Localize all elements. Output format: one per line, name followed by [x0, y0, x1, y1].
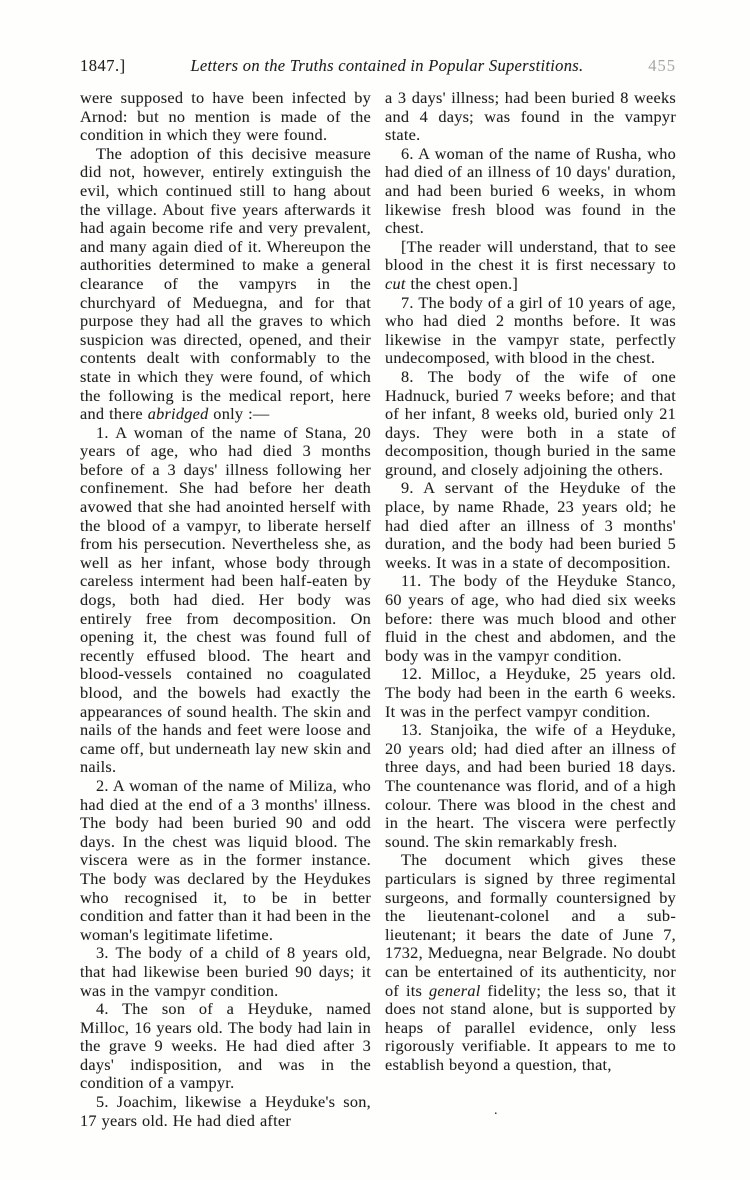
- text-segment: 6. A woman of the name of Rusha, who had died of an illness of 10 days' duration, and had been buried 6 weeks, in whom likewise fresh blood was found in the chest.: [385, 143, 676, 238]
- paragraph: [385, 238, 676, 294]
- text-segment: The document which gives these particulars is signed by three regimental surgeons, and formally countersigned by the lieutenant-colonel and a sub-lieutenant; it bears the date of June 7, 1732, Meduegna, near Belgrade. No doubt can be entertained of its authenticity, nor of its: [385, 850, 676, 1000]
- text-segment: fidelity; the less so, that it does not stand alone, but is supported by heaps of parallel evidence, only less rigorously verifiable. It appears to me to establish beyond a question, that,: [385, 980, 676, 1074]
- paragraph: [385, 145, 676, 238]
- paragraph: [80, 424, 371, 777]
- paragraph: [80, 1093, 371, 1130]
- text-segment: 5. Joachim, likewise a Heyduke's son, 17 years old. He had died after: [80, 1092, 371, 1130]
- header-title: Letters on the Truths contained in Popular Superstitions.: [190, 56, 584, 75]
- text-segment: 7. The body of a girl of 10 years of age, who had died 2 months before. It was likewise in the vampyr state, perfectly undecomposed, with blood in the chest.: [385, 292, 676, 368]
- paragraph: [385, 851, 676, 1074]
- text-segment: 11. The body of the Heyduke Stanco, 60 years of age, who had died six weeks before: there was much blood and other fluid in the chest and abdomen, and the body was in the vampyr condition.: [385, 571, 676, 665]
- paragraph: [80, 89, 371, 145]
- paragraph: [385, 721, 676, 851]
- paragraph: [385, 368, 676, 480]
- text-segment: 3. The body of a child of 8 years old, that had likewise been buried 90 days; it was in the vampyr condition.: [80, 943, 371, 1000]
- text-segment: 12. Milloc, a Heyduke, 25 years old. The body had been in the earth 6 weeks. It was in the perfect vampyr condition.: [385, 664, 676, 721]
- paragraph: [80, 944, 371, 1000]
- text-segment: 9. A servant of the Heyduke of the place, by name Rhade, 23 years old; he had died after an illness of 3 months' duration, and the body had been buried 5 weeks. It was in a state of decomposition.: [385, 478, 676, 572]
- header-year: 1847.]: [80, 56, 126, 75]
- text-segment: the chest open.]: [405, 273, 519, 293]
- paragraph: [385, 294, 676, 368]
- text-segment: [The reader will understand, that to see blood in the chest it is first necessary to: [385, 236, 676, 275]
- page-mark: .: [494, 1103, 498, 1118]
- text-columns: [80, 89, 676, 1130]
- text-segment: were supposed to have been infected by Arnod: but no mention is made of the condition in which they were found.: [80, 88, 371, 145]
- text-segment: 1. A woman of the name of Stana, 20 years of age, who had died 3 months before of a 3 days' illness following her confinement. She had before her death avowed that she had anointed herself with the blood of a vampyr, to liberate herself from his persecution. Nevertheless she, as well as her infant, whose body through careless interment had been half-eaten by dogs, both had died. Her body was entirely free from decomposition. On opening it, the chest was found full of recently effused blood. The heart and blood-vessels contained no coagulated blood, and the bowels had exactly the appearances of sound health. The skin and nails of the hands and feet were loose and came off, but underneath lay new skin and nails.: [80, 422, 371, 777]
- text-segment: 13. Stanjoika, the wife of a Heyduke, 20 years old; had died after an illness of three days, and had been buried 18 days. The countenance was florid, and of a high colour. There was blood in the chest and in the heart. The viscera were perfectly sound. The skin remarkably fresh.: [385, 720, 676, 851]
- text-segment: The adoption of this decisive measure did not, however, entirely extinguish the evil, which continued still to hang about the village. About five years afterwards it had again become rife and very prevalent, and many again died of it. Whereupon the authorities determined to make a general clearance of the vampyrs in the churchyard of Meduegna, and for that purpose they had all the graves to which suspicion was directed, opened, and their contents dealt with conformably to the state in which they were found, of which the following is the medical report, here and there: [80, 143, 371, 424]
- page-header: [80, 56, 676, 76]
- left-column: [80, 89, 371, 1130]
- paragraph: [385, 89, 676, 145]
- text-segment: 4. The son of a Heyduke, named Milloc, 16 years old. The body had lain in the grave 9 weeks. He had died after 3 days' indisposition, and was in the condition of a vampyr.: [80, 999, 371, 1093]
- paragraph: [80, 777, 371, 944]
- right-column: [385, 89, 676, 1130]
- text-segment: general: [429, 980, 481, 1000]
- text-segment: a 3 days' illness; had been buried 8 weeks and 4 days; was found in the vampyr state.: [385, 88, 676, 145]
- paragraph: [385, 479, 676, 572]
- text-segment: 8. The body of the wife of one Hadnuck, buried 7 weeks before; and that of her infant, 8 weeks old, buried only 21 days. They were both in a state of decomposition, though buried in the same ground, and closely adjoining the others.: [385, 366, 676, 479]
- text-segment: only :—: [208, 404, 270, 424]
- paragraph: [80, 1000, 371, 1093]
- text-segment: cut: [385, 273, 406, 293]
- text-segment: abridged: [147, 404, 209, 424]
- paragraph: [385, 665, 676, 721]
- header-page-number: 455: [648, 56, 676, 75]
- paragraph: [80, 145, 371, 424]
- paragraph: [385, 572, 676, 665]
- text-segment: 2. A woman of the name of Miliza, who had died at the end of a 3 months' illness. The body had been buried 90 and odd days. In the chest was liquid blood. The viscera were as in the former instance. The body was declared by the Heydukes who recognised it, to be in better condition and fatter than it had been in the woman's legitimate lifetime.: [80, 775, 371, 944]
